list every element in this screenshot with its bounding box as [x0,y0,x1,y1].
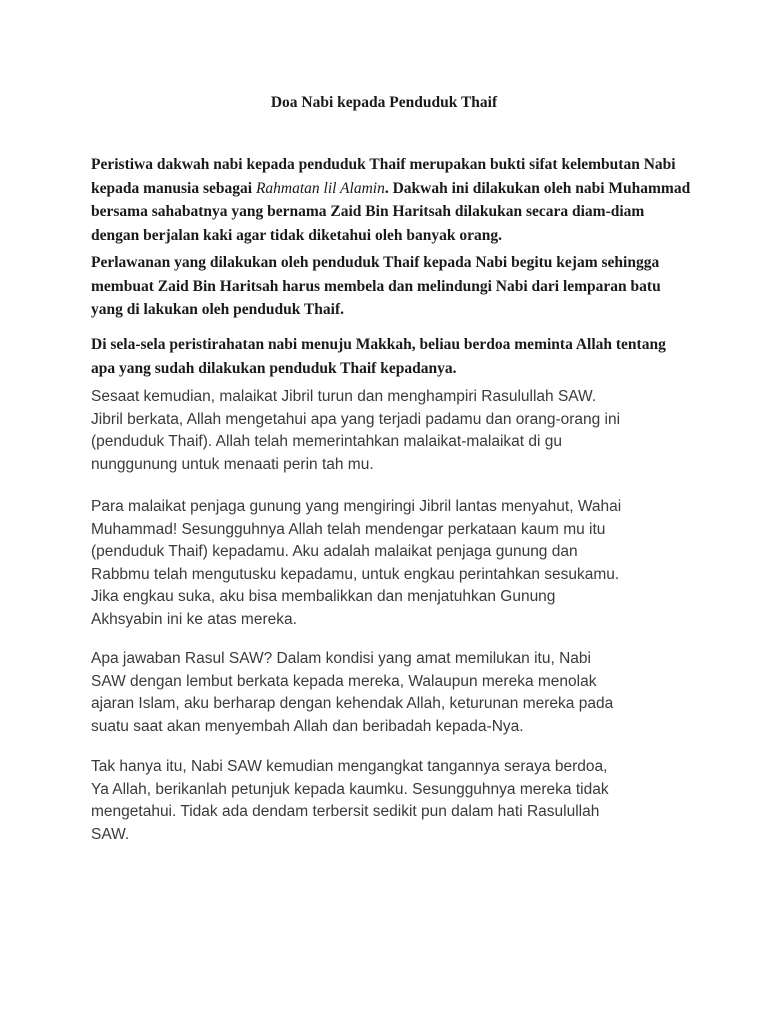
text-line: (penduduk Thaif). Allah telah memerintahkan malaikat-malaikat di gu [91,433,562,450]
paragraph-resistance: Perlawanan yang dilakukan oleh penduduk Thaif kepada Nabi begitu kejam sehingga membuat Zaid Bin Haritsah harus membela dan melindungi Nabi dari lemparan batu yang di lakukan oleh penduduk Thaif. [91,254,661,318]
text-line: Apa jawaban Rasul SAW? Dalam kondisi yang amat memilukan itu, Nabi [91,650,591,667]
text-line: Rabbmu telah mengutusku kepadamu, untuk engkau perintahkan sesukamu. [91,565,620,583]
paragraph-prayer: Di sela-sela peristirahatan nabi menuju Makkah, beliau berdoa meminta Allah tentang apa yang sudah dilakukan penduduk Thaif kepadanya. [91,336,666,377]
text-line: Muhammad! Sesungguhnya Allah telah mendengar perkataan kaum mu itu [91,520,606,538]
text-line: suatu saat akan menyembah Allah dan beribadah kepada-Nya. [91,717,524,735]
paragraph-intro-text-before: Peristiwa dakwah nabi kepada penduduk Thaif merupakan bukti sifat kelembutan Nabi kepada manusia sebagai [91,156,676,197]
text-line: Akhsyabin ini ke atas mereka. [91,610,297,628]
paragraph-rasul-answer [91,648,701,738]
paragraph-intro-text-after: . Dakwah ini dilakukan oleh nabi Muhammad bersama sahabatnya yang bernama Zaid Bin Haritsah dilakukan secara diam-diam dengan berjalan kaki agar tidak diketahui oleh banyak orang. [91,179,691,244]
text-line: Ya Allah, berikanlah petunjuk kepada kaumku. Sesungguhnya mereka tidak [91,780,609,798]
text-line: Jika engkau suka, aku bisa membalikkan dan menjatuhkan Gunung [91,588,556,605]
page-title: Doa Nabi kepada Penduduk Thaif [270,94,498,111]
text-line: SAW. [91,825,130,843]
paragraph-intro [91,153,691,247]
text-line: mengetahui. Tidak ada dendam terbersit sedikit pun dalam hati Rasulullah [91,803,600,820]
paragraph-intro-italic: Rahmatan lil Alamin [255,179,385,197]
text-line: (penduduk Thaif) kepadamu. Aku adalah malaikat penjaga gunung dan [91,543,578,560]
paragraph-closing-prayer [91,756,701,846]
paragraph-mountain-angels [91,496,701,631]
text-line: SAW dengan lembut berkata kepada mereka, Walaupun mereka menolak [91,672,597,690]
text-line: Para malaikat penjaga gunung yang mengiringi Jibril lantas menyahut, Wahai [91,498,622,515]
text-line: Sesaat kemudian, malaikat Jibril turun dan menghampiri Rasulullah SAW. [91,388,597,405]
text-line: ajaran Islam, aku berharap dengan kehendak Allah, keturunan mereka pada [91,695,614,712]
paragraph-jibril [91,386,701,476]
text-line: Tak hanya itu, Nabi SAW kemudian mengangkat tangannya seraya berdoa, [91,758,608,775]
text-line: nunggunung untuk menaati perin tah mu. [91,455,374,473]
text-line: Jibril berkata, Allah mengetahui apa yang terjadi padamu dan orang-orang ini [91,410,621,428]
